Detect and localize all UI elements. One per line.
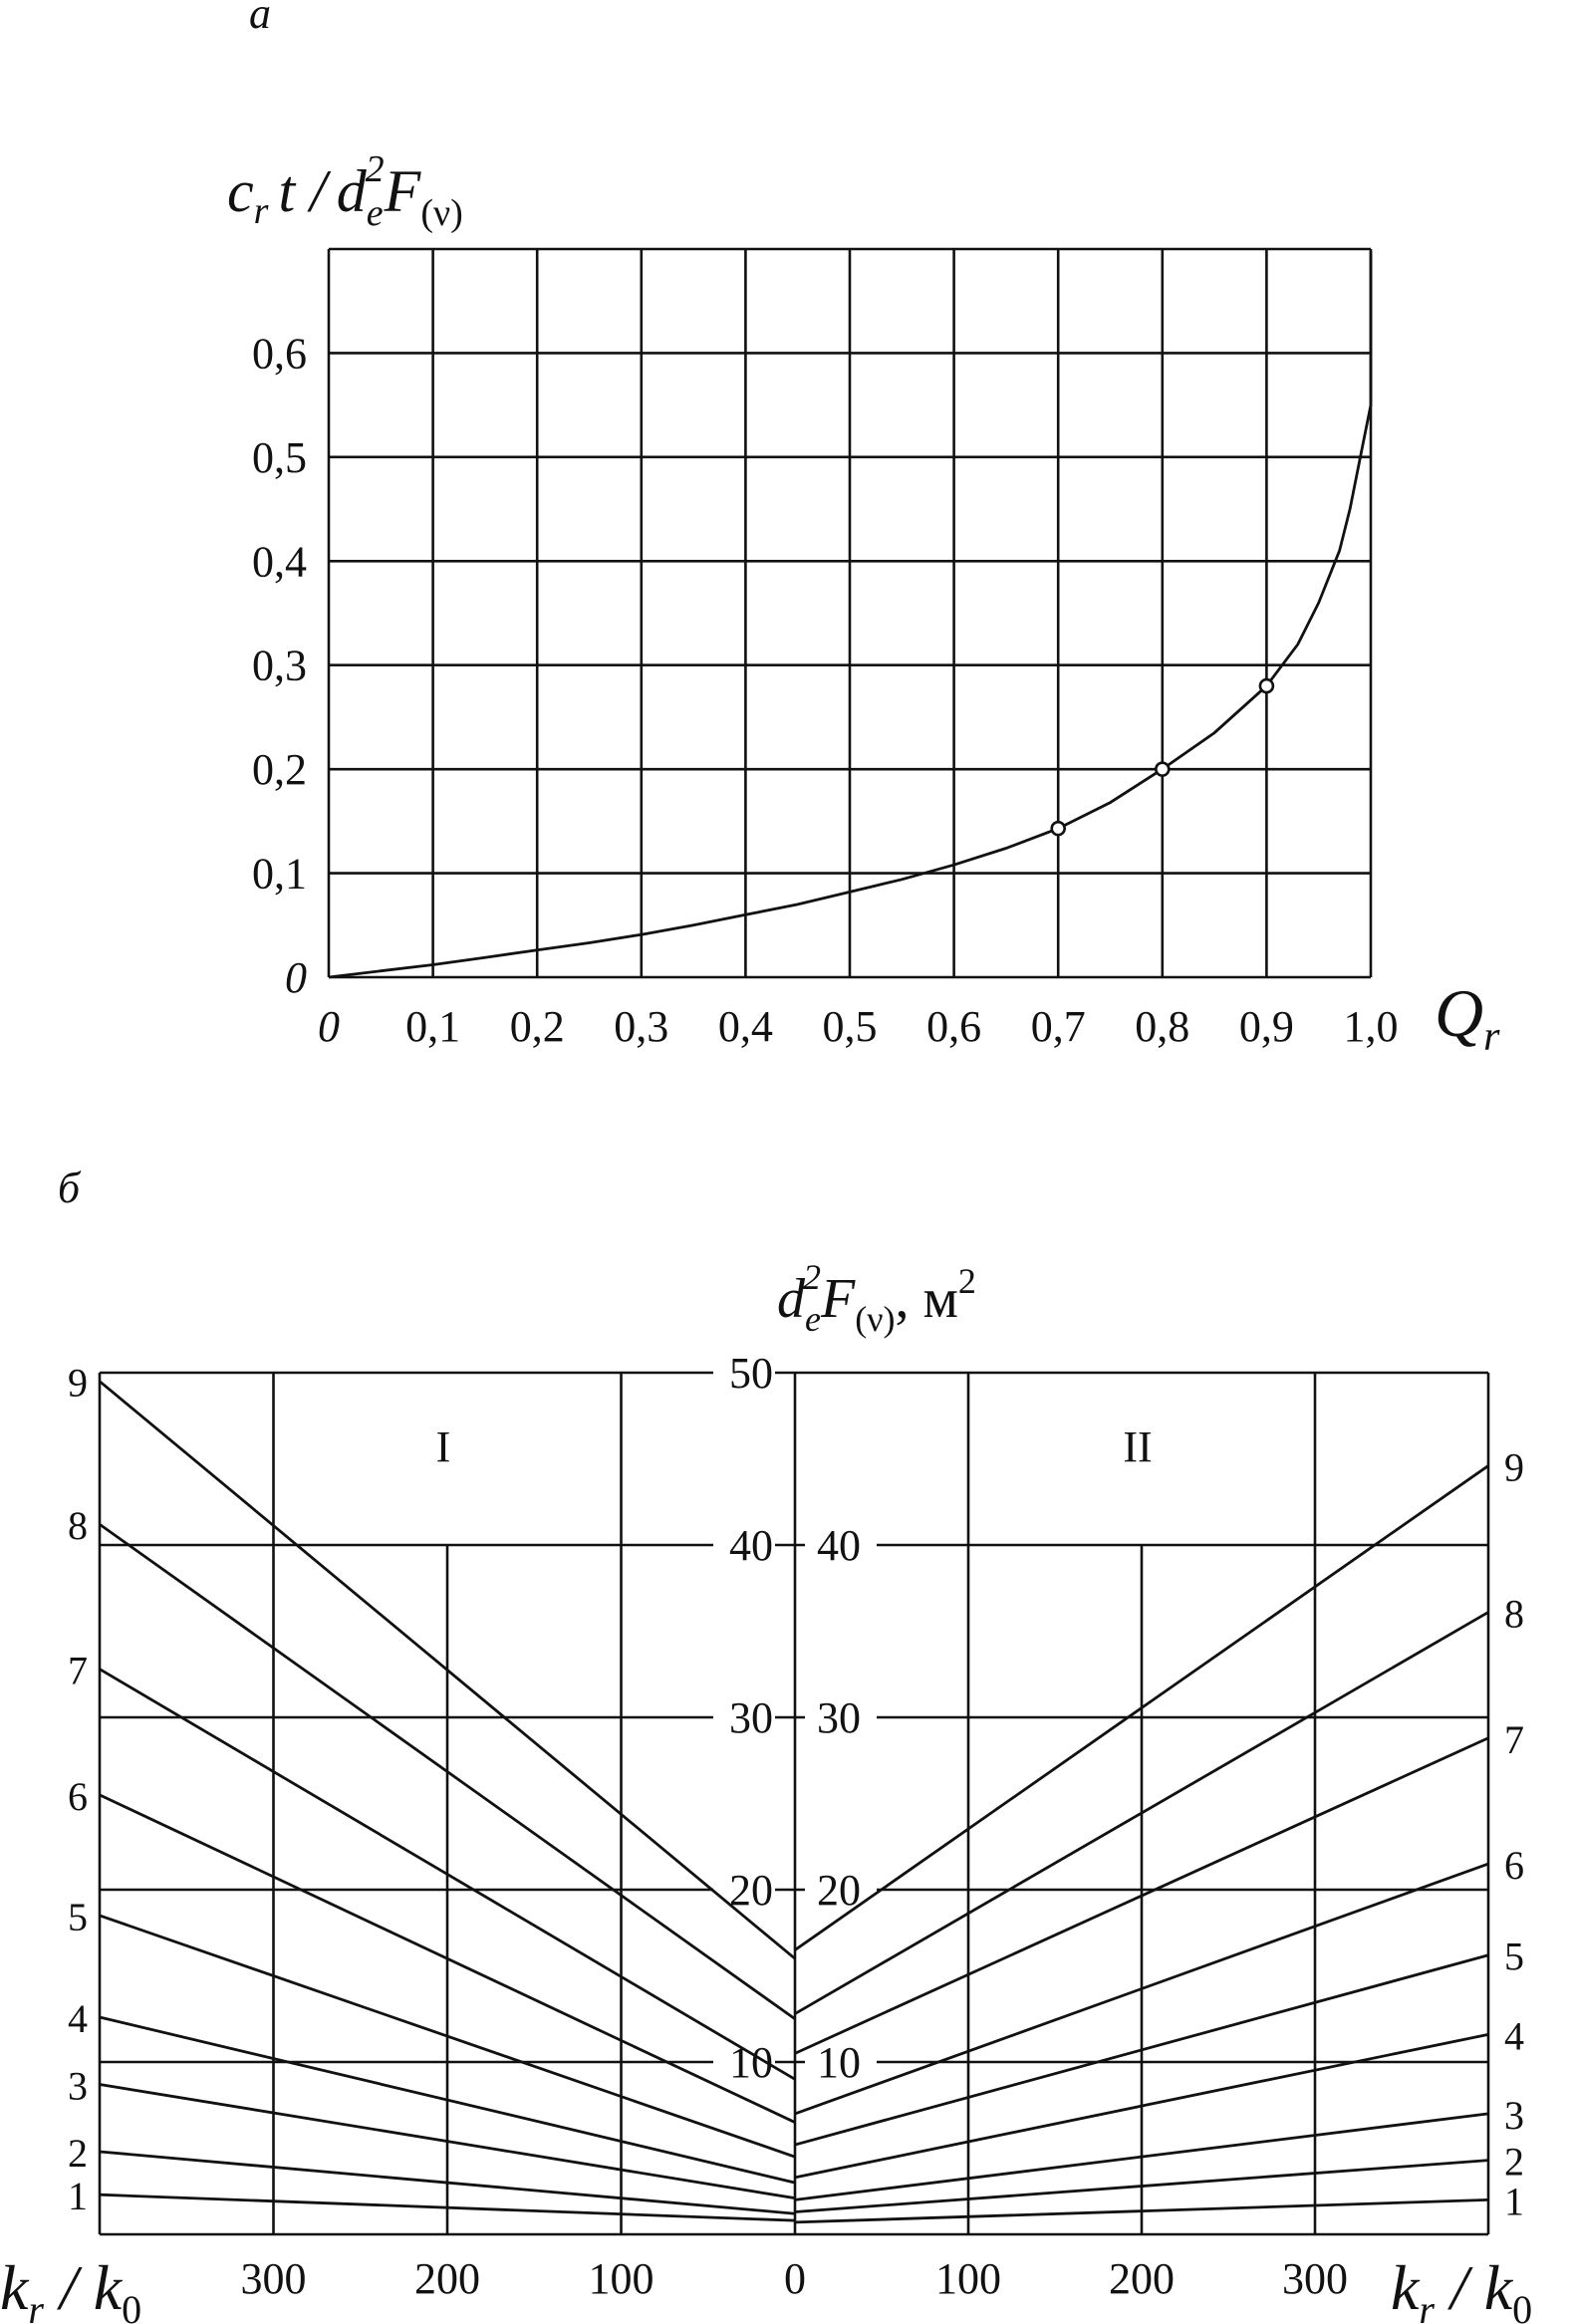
x-axis-title-a: [1435, 975, 1500, 1060]
series-label-left: 3: [68, 2063, 88, 2109]
x-axis-title-b-right-k: k: [1391, 2252, 1420, 2323]
series-label-right: 6: [1504, 1843, 1524, 1889]
marker-point-a: [1052, 822, 1065, 835]
y-tick-label-a: 0,4: [252, 537, 307, 587]
x-axis-title-b-left-zero: 0: [122, 2287, 142, 2324]
y-tick-label-a: 0: [285, 953, 307, 1002]
series-label-right: 7: [1504, 1716, 1524, 1762]
y-axis-title-b-sq: 2: [802, 1257, 821, 1297]
panel-label-a: а: [249, 0, 271, 38]
chart-b: [0, 1163, 1532, 2324]
series-label-right: 3: [1504, 2092, 1524, 2138]
x-axis-title-b-left-r: r: [28, 2287, 44, 2324]
y-axis-title-a-sq: 2: [365, 148, 385, 190]
y-tick-label-b-right: 40: [817, 1521, 861, 1570]
marker-point-a: [1260, 679, 1273, 692]
x-tick-label-b-left: 200: [414, 2254, 480, 2303]
series-label-left: 8: [68, 1503, 88, 1549]
y-axis-title-b-e: e: [805, 1299, 821, 1339]
x-axis-title-b-right-slash: /: [1434, 2252, 1484, 2323]
series-label-right: 8: [1504, 1591, 1524, 1637]
y-tick-label-b-right: 10: [817, 2038, 861, 2087]
series-label-right: 4: [1504, 2013, 1524, 2059]
grid-a: [329, 249, 1371, 977]
y-axis-title-b-unit: , м: [895, 1268, 958, 1330]
x-axis-title-b-left: [0, 2252, 141, 2324]
y-axis-title-a-d: d: [336, 158, 367, 224]
ticks-a: [252, 329, 1399, 1051]
x-tick-label-a: 0: [318, 1002, 340, 1051]
x-axis-title-b-right: [1391, 2252, 1532, 2324]
x-tick-label-b-right: 100: [935, 2254, 1001, 2303]
y-axis-title-a-c: c: [227, 158, 254, 224]
x-tick-label-a: 0,8: [1135, 1002, 1190, 1051]
y-axis-title-a-F: F: [384, 158, 421, 224]
y-axis-title-a-nu: (ν): [420, 192, 463, 234]
grid-b: [100, 1373, 1488, 2234]
x-tick-label-a: 0,3: [614, 1002, 669, 1051]
series-label-left: 6: [68, 1773, 88, 1819]
y-tick-label-b-right: 20: [817, 1866, 861, 1915]
x-tick-label-a: 0,5: [822, 1002, 878, 1051]
x-tick-label-a: 0,7: [1030, 1002, 1086, 1051]
region-label-I: I: [435, 1422, 451, 1471]
y-tick-label-b-left: 10: [729, 2038, 773, 2087]
x-axis-title-b-left-k: k: [0, 2252, 29, 2323]
region-label-II: II: [1123, 1422, 1153, 1471]
y-axis-title-a-e: e: [366, 192, 384, 234]
y-tick-label-a: 0,2: [252, 745, 307, 795]
series-label-right: 5: [1504, 1934, 1524, 1979]
x-axis-title-b-right-k0: k: [1483, 2252, 1513, 2323]
series-label-left: 9: [68, 1360, 88, 1406]
x-tick-label-b-right: 200: [1109, 2254, 1175, 2303]
chart-a: [227, 0, 1500, 1060]
x-tick-label-b-left: 100: [588, 2254, 655, 2303]
y-axis-title-a: [227, 148, 463, 234]
y-tick-label-a: 0,1: [252, 849, 307, 899]
y-axis-title-b-unit-sq: 2: [957, 1261, 976, 1301]
x-tick-label-b-left: 0: [784, 2254, 806, 2303]
y-tick-label-a: 0,5: [252, 432, 307, 482]
x-tick-label-a: 0,1: [405, 1002, 461, 1051]
x-axis-title-b-left-slash: /: [43, 2252, 94, 2323]
y-axis-title-b-F: F: [820, 1268, 856, 1330]
x-tick-label-a: 0,4: [717, 1002, 773, 1051]
y-tick-label-a: 0,6: [252, 329, 307, 379]
series-label-right: 1: [1504, 2179, 1524, 2224]
y-axis-title-a-r: r: [253, 190, 269, 232]
x-axis-title-a-Q: Q: [1435, 975, 1484, 1051]
y-axis-title-b: [777, 1257, 976, 1339]
y-tick-label-b-left: 30: [729, 1693, 773, 1742]
y-axis-title-a-t: t /: [278, 158, 327, 224]
x-tick-label-a: 0,2: [509, 1002, 565, 1051]
series-label-left: 2: [68, 2130, 88, 2176]
series-label-left: 5: [68, 1894, 88, 1939]
x-axis-title-b-right-zero: 0: [1512, 2287, 1533, 2324]
y-tick-label-b-left: 40: [729, 1521, 773, 1570]
x-tick-label-a: 0,9: [1238, 1002, 1294, 1051]
y-tick-label-b-right: 30: [817, 1693, 861, 1742]
x-tick-label-a: 0,6: [926, 1002, 982, 1051]
x-tick-label-b-right: 300: [1282, 2254, 1348, 2303]
panel-label-b: б: [58, 1163, 81, 1212]
x-tick-label-b-left: 300: [240, 2254, 307, 2303]
x-axis-title-a-r: r: [1483, 1014, 1500, 1060]
x-tick-label-a: 1,0: [1343, 1002, 1399, 1051]
series-label-left: 7: [68, 1648, 88, 1693]
marker-point-a: [1156, 763, 1169, 776]
series-label-right: 2: [1504, 2139, 1524, 2185]
series-label-left: 4: [68, 1996, 88, 2042]
series-label-left: 1: [68, 2174, 88, 2219]
series-label-right: 9: [1504, 1444, 1524, 1490]
y-axis-title-b-d: d: [777, 1268, 805, 1330]
x-axis-title-b-right-r: r: [1419, 2287, 1435, 2324]
y-tick-label-b-left: 20: [729, 1866, 773, 1915]
y-tick-label-b-left: 50: [729, 1349, 773, 1398]
y-axis-title-b-nu: (ν): [855, 1299, 896, 1339]
y-tick-label-a: 0,3: [252, 641, 307, 690]
x-axis-title-b-left-k0: k: [93, 2252, 123, 2323]
